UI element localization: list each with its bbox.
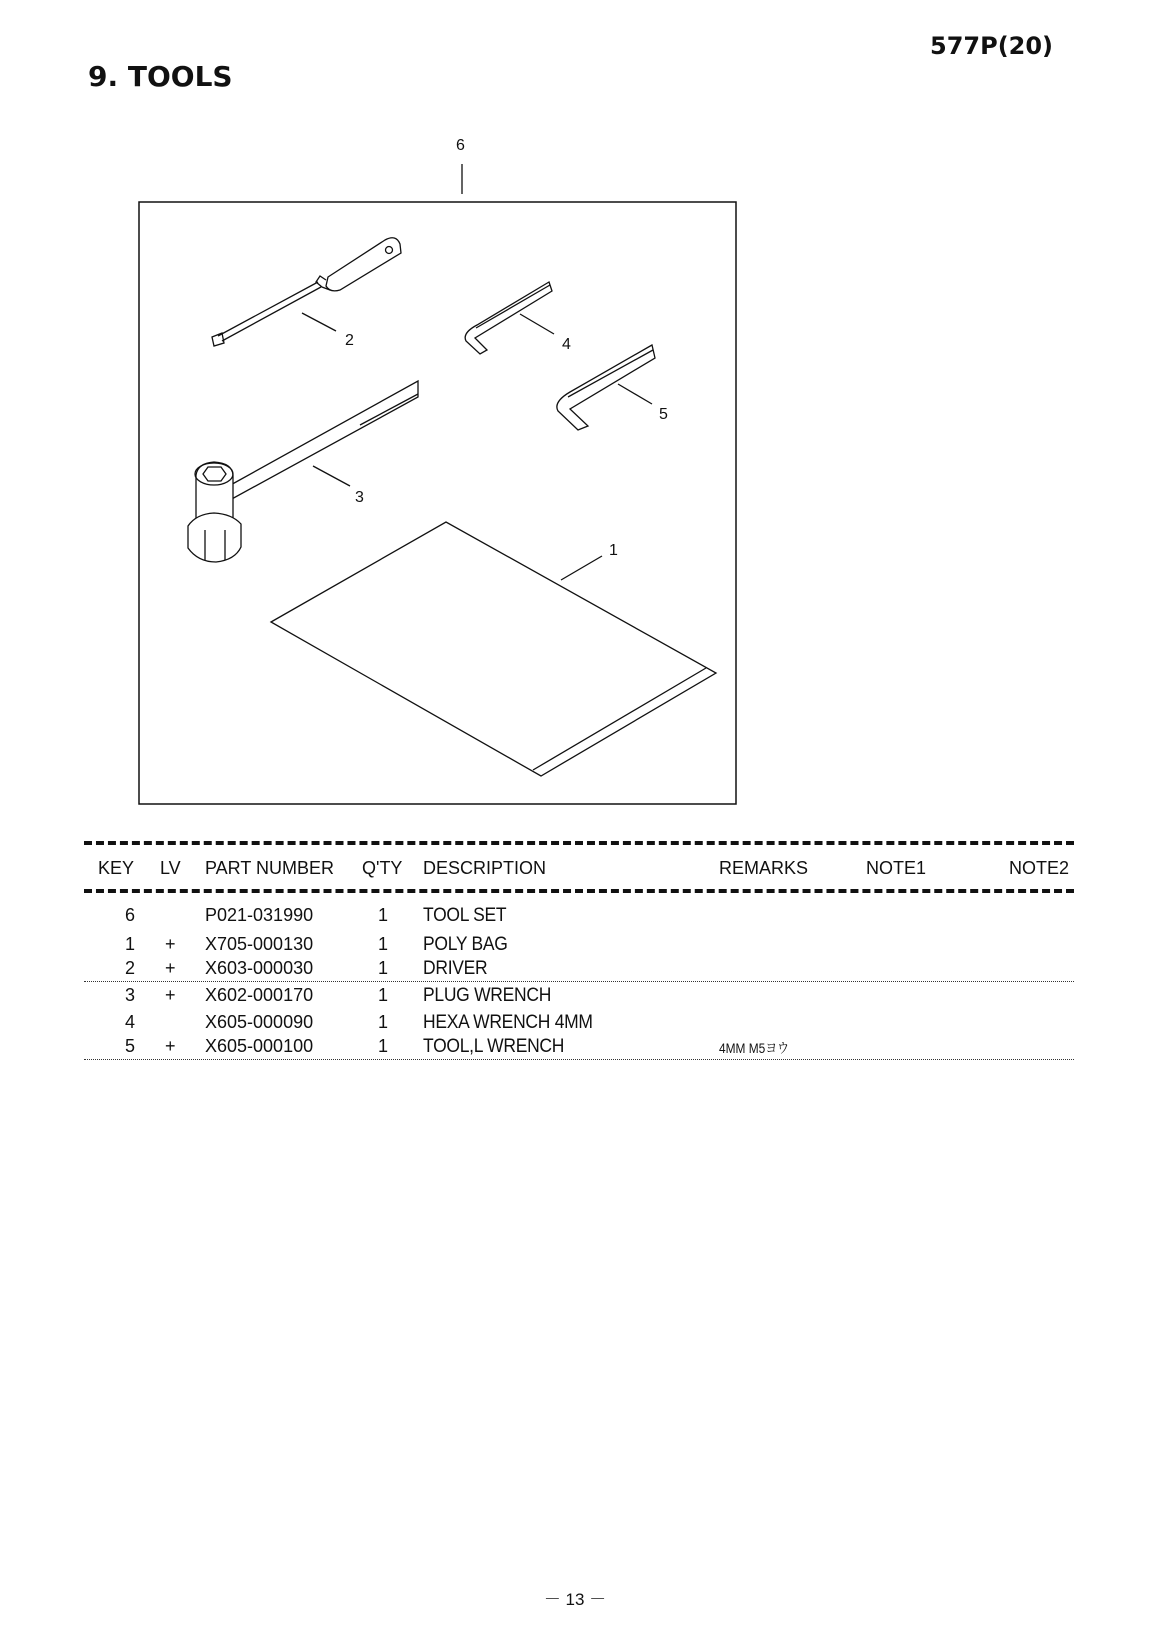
col-note1: NOTE1 bbox=[866, 858, 927, 878]
row-key: 2 bbox=[125, 958, 136, 978]
col-note2: NOTE2 bbox=[1009, 858, 1070, 878]
driver-icon bbox=[212, 238, 401, 346]
row-lv: + bbox=[165, 934, 176, 954]
callout-6: 6 bbox=[456, 137, 465, 154]
row-part-number: X605-000090 bbox=[205, 1012, 314, 1032]
table-header-rule bbox=[84, 889, 1074, 893]
col-remarks: REMARKS bbox=[719, 858, 809, 878]
row-lv: + bbox=[165, 1036, 176, 1056]
callout-1: 1 bbox=[609, 542, 618, 559]
callout-1-leader bbox=[561, 556, 602, 580]
row-qty: 1 bbox=[378, 958, 389, 978]
poly-bag-icon bbox=[271, 522, 716, 776]
row-part-number: X705-000130 bbox=[205, 934, 314, 954]
col-key: KEY bbox=[98, 858, 135, 878]
col-part-number: PART NUMBER bbox=[205, 858, 335, 878]
row-key: 3 bbox=[125, 985, 136, 1005]
col-lv: LV bbox=[160, 858, 181, 878]
callout-4-leader bbox=[520, 314, 554, 334]
row-qty: 1 bbox=[378, 934, 389, 954]
row-lv: + bbox=[165, 958, 176, 978]
callout-5-leader bbox=[618, 384, 652, 404]
row-part-number: X605-000100 bbox=[205, 1036, 314, 1056]
group-separator bbox=[84, 981, 1074, 982]
hexa-wrench-icon bbox=[465, 282, 552, 354]
row-description: DRIVER bbox=[423, 958, 488, 979]
row-description: POLY BAG bbox=[423, 934, 508, 955]
table-top-rule bbox=[84, 841, 1074, 845]
row-description: TOOL SET bbox=[423, 905, 507, 926]
row-remarks: 4MM M5ヨウ bbox=[719, 1040, 790, 1056]
row-key: 5 bbox=[125, 1036, 136, 1056]
row-description: PLUG WRENCH bbox=[423, 985, 552, 1006]
callout-5: 5 bbox=[659, 406, 668, 423]
row-qty: 1 bbox=[378, 1036, 389, 1056]
row-key: 4 bbox=[125, 1012, 136, 1032]
page-number: － 13 － bbox=[543, 1590, 607, 1609]
model-number: 577P(20) bbox=[930, 32, 1054, 60]
col-qty: Q'TY bbox=[362, 858, 403, 878]
row-part-number: P021-031990 bbox=[205, 905, 314, 925]
row-qty: 1 bbox=[378, 905, 389, 925]
row-description: TOOL,L WRENCH bbox=[423, 1036, 565, 1057]
row-description: HEXA WRENCH 4MM bbox=[423, 1012, 593, 1033]
callout-2: 2 bbox=[345, 332, 354, 349]
callout-3: 3 bbox=[355, 489, 364, 506]
row-part-number: X603-000030 bbox=[205, 958, 314, 978]
row-key: 6 bbox=[125, 905, 136, 925]
callout-4: 4 bbox=[562, 336, 571, 353]
page-title: 9. TOOLS bbox=[88, 60, 233, 93]
plug-wrench-icon bbox=[188, 381, 418, 562]
l-wrench-icon bbox=[557, 345, 655, 430]
callout-3-leader bbox=[313, 466, 350, 486]
row-qty: 1 bbox=[378, 985, 389, 1005]
table-bottom-rule bbox=[84, 1059, 1074, 1060]
row-lv: + bbox=[165, 985, 176, 1005]
callout-2-leader bbox=[302, 313, 336, 331]
row-qty: 1 bbox=[378, 1012, 389, 1032]
col-description: DESCRIPTION bbox=[423, 858, 547, 878]
row-part-number: X602-000170 bbox=[205, 985, 314, 1005]
row-key: 1 bbox=[125, 934, 136, 954]
